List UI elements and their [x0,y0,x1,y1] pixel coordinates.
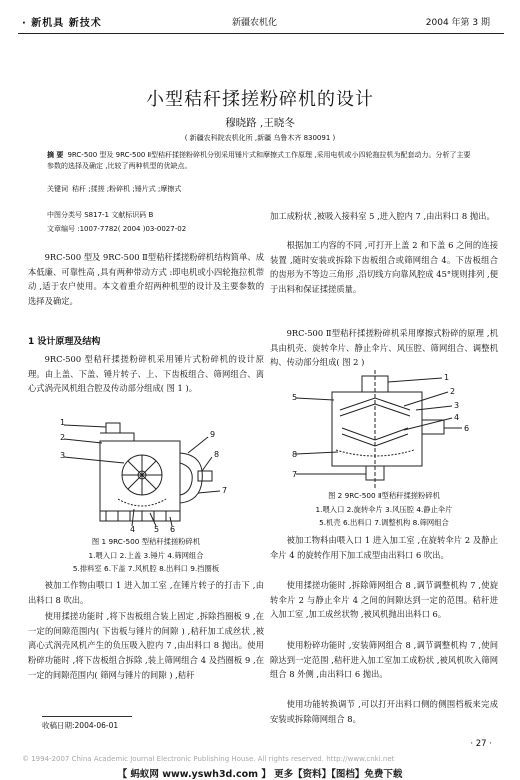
classification-line: 中图分类号 S817-1 文献标识码 B [47,211,154,219]
fig1-top-cover [100,433,134,441]
fig2-callout-4: 4 [454,413,460,422]
fig1-fan-housing [180,453,202,503]
abstract-text: 9RC-500 型及 9RC-500 Ⅱ型秸秆揉搓粉碎机分别采用锤片式和摩擦式工作原理 ,采用电机或小四轮拖拉机为配套动力。分析了主要参数的选择及确定 ,比较了两种机型的优缺点。 [47,151,471,170]
keywords-text: 秸秆 ;揉搓 ;粉碎机 ;锤片式 ;摩擦式 [72,185,182,193]
figure-1-diagram [60,413,240,533]
figure-2-caption: 图 2 9RC-500 Ⅱ型秸秆揉搓粉碎机 [328,491,440,500]
abstract-label: 摘 要 [47,151,64,159]
right-paragraph-3: 9RC-500 Ⅱ型秸秆揉搓粉碎机采用摩擦式粉碎的原理 ,机具由机壳、旋转伞片、静止伞片、风压腔、筛网组合、调整机构、传动部分组成( 图 2 ) [270,328,498,368]
fig1-callout-8: 8 [214,450,220,459]
figure-2-diagram [292,370,482,488]
header-rule [18,33,504,34]
figure-1-legend-line-2: 5.排料室 6.下盖 7.风机腔 8.出料口 9.挡圈板 [72,564,220,573]
received-date-footnote: 收稿日期:2004-06-01 [42,721,119,730]
right-paragraph-6: 使用粉碎功能时 ,安装筛网组合 8 ,调节调整机构 7 ,使间隙达到一定范围 ,秸秆进入加工室加工成粉状 ,被风机吹入筛网组合 8 外侧 ,由出料口 6 抛出。 [270,640,498,680]
fig1-callout-7: 7 [222,486,228,495]
header-column-label: · 新机具 新技术 [22,18,102,29]
right-paragraph-5: 使用揉搓功能时 ,拆除筛网组合 8 ,调节调整机构 7 ,使旋转伞片 2 与静止伞片 4 之间的间隙达到一定的范围。秸秆进入加工室 ,加工成丝状物 ,被风机抛出出料口 6。 [270,580,498,620]
fig1-callout-3: 3 [60,451,66,460]
fig1-callout-9: 9 [210,430,216,439]
left-paragraph-3: 使用揉搓功能时 ,将下齿板组合装上固定 ,拆除挡圈板 9 ,在一定的间隙范围内( 下齿板与锤片的间隙 ) ,秸秆加工成丝状 ,被离心式涡壳风机产生的负压吸入腔内 7 ,由出料口 8 抛出。使用粉碎功能时 ,将下齿板组合拆除 ,装上筛网组合 4 及挡圈板 9 ,在一定的间隙范围内( 筛网与锤片的间隙 ) ,秸秆 [28,611,264,680]
right-paragraph-2: 根据加工内容的不同 ,可打开上盖 2 和下盖 6 之间的连接装置 ,随时安装或拆除下齿板组合或筛网组合 4。下齿板组合的齿形为不等边三角形 ,沿切线方向靠风腔成 45°规则排列 ,便于出料和保证揉搓质量。 [270,240,498,295]
abstract [47,150,475,172]
keywords [47,184,477,194]
author-affiliation: ( 新疆农科院农机化所 ,新疆 乌鲁木齐 830091 ) [184,134,336,142]
fig2-callout-5: 5 [292,393,298,402]
fig2-callout-3: 3 [454,401,460,410]
right-paragraph-1: 加工成粉状 ,被吸入接料室 5 ,进入腔内 7 ,由出料口 8 抛出。 [270,211,495,221]
fig1-callout-1: 1 [60,418,66,427]
left-paragraph-1: 9RC-500 型秸秆揉搓粉碎机采用锤片式粉碎机的设计原理。由上盖、下盖、锤片转子、上、下齿板组合、筛网组合、离心式涡壳风机组合腔及传动部分组成( 图 1 )。 [28,354,264,394]
keywords-label: 关键词 [47,185,68,193]
figure-2-legend-line-2: 5.机壳 6.出料口 7.调整机构 8.筛网组合 [319,518,449,527]
article-number: 文章编号 :1007-7782( 2004 )03-0027-02 [47,225,187,233]
fig1-lower-cover [100,511,180,521]
figure-2-legend-line-1: 1.喂入口 2.旋转伞片 3.风压腔 4.静止伞片 [315,505,453,514]
fig2-callout-6: 6 [464,424,470,433]
section-heading-1: 1 设计原理及结构 [28,337,101,347]
header-issue: 2004 年第 3 期 [425,18,490,28]
fig2-callout-1: 1 [444,373,450,382]
paper-authors: 穆晓路 ,王晓冬 [225,117,295,129]
download-banner-link[interactable]: 【 蚂蚁网 www.yswh3d.com 】 更多【资料】【图档】免费下载 [117,769,403,780]
right-paragraph-4: 被加工物料由喂入口 1 进入加工室 ,在旋转伞片 2 及静止伞片 4 的旋转作用下加工成型由出料口 6 吹出。 [270,535,498,560]
header-journal-name: 新疆农机化 [232,18,278,28]
fig2-outlet [422,420,444,434]
fig1-screen [118,499,166,506]
paper-title: 小型秸秆揉搓粉碎机的设计 [146,89,374,110]
fig2-callout-7: 7 [292,470,298,479]
figure-1-caption: 图 1 9RC-500 型秸秆揉搓粉碎机 [91,537,201,546]
fig2-callout-2: 2 [450,387,456,396]
fig1-frame [100,441,180,511]
intro-paragraph: 9RC-500 型及 9RC-500 Ⅱ型秸秆揉搓粉碎机结构简单、成本低廉、可靠性高 ,具有两种带动方式 :即电机或小四轮拖拉机带动 ,适于农户使用。本文着重介绍两种机型的设计及主要参数的选择及确定。 [28,252,264,307]
fig1-callout-5: 5 [154,525,160,533]
copyright-notice: © 1994-2007 China Academic Journal Electronic Publishing House. All rights reserved. http://www.cnki.net [22,755,395,763]
page-number: · 27 · [470,739,492,749]
left-paragraph-2: 被加工作物由喂口 1 进入加工室 ,在锤片转子的打击下 ,由出料口 8 吹出。 [28,580,264,605]
figure-1-legend-line-1: 1.喂入口 2.上盖 3.锤片 4.筛网组合 [88,551,204,560]
fig1-callout-2: 2 [60,433,66,442]
right-paragraph-7: 使用功能转换调节 ,可以打开出料口侧的侧围档板来完成安装或拆除筛网组合 8。 [270,699,498,724]
fig1-outlet [198,471,212,481]
fig2-callout-8: 8 [292,450,298,459]
footnote-rule [42,716,132,717]
fig1-callout-6: 6 [170,525,176,533]
fig1-inlet [106,423,120,433]
fig1-callout-4: 4 [130,525,136,533]
